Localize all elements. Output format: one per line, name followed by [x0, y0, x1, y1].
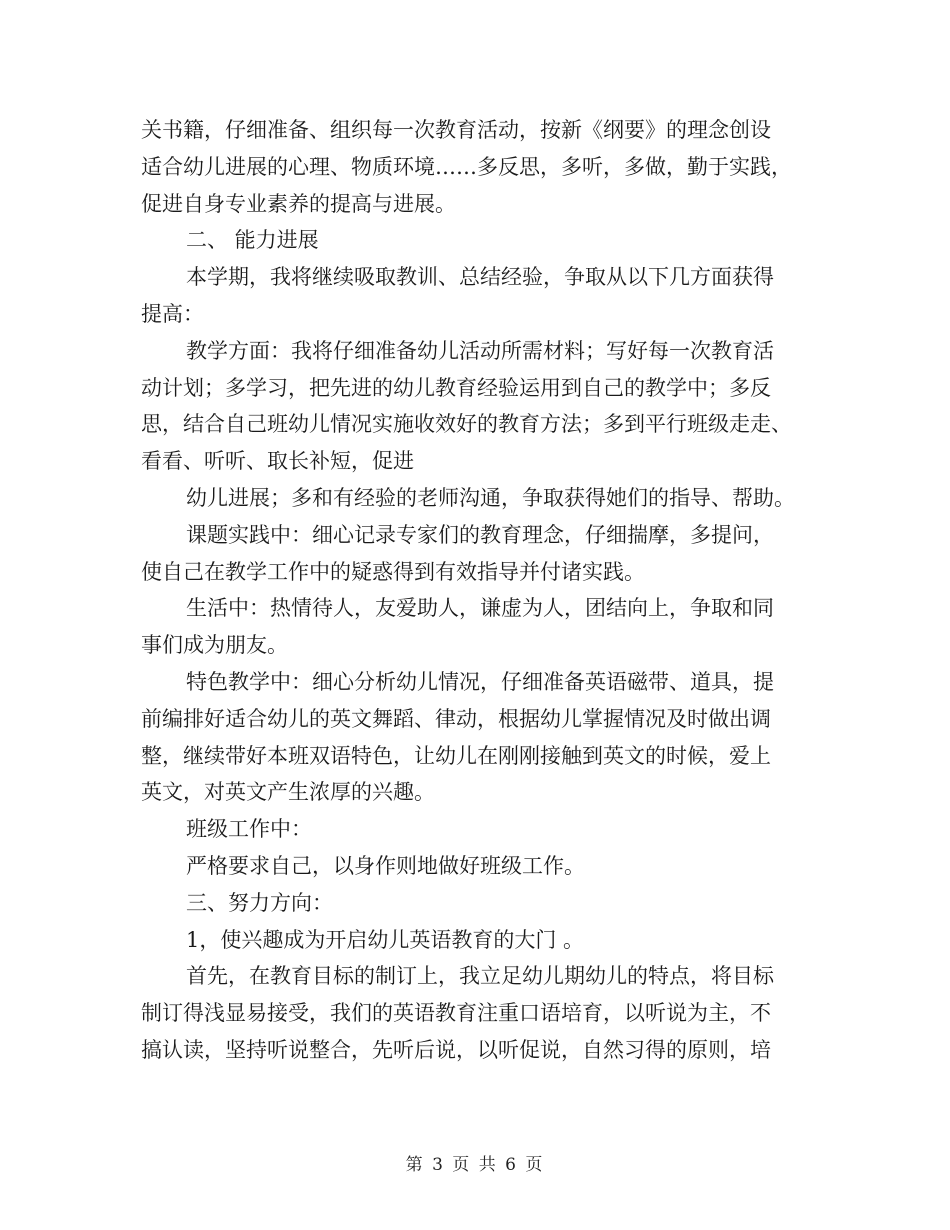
text-line: 三、努力方向： — [186, 890, 333, 915]
text-line: 生活中：热情待人，友爱助人，谦虚为人，团结向上，争取和同 — [186, 596, 774, 621]
text-line: 关书籍，仔细准备、组织每一次教育活动，按新《纲要》的理念创设 — [141, 118, 771, 142]
text-line: 首先，在教育目标的制订上，我立足幼儿期幼儿的特点，将目标 — [186, 964, 774, 989]
text-line: 制订得浅显易接受，我们的英语教育注重口语培育，以听说为主，不 — [141, 1001, 771, 1026]
text-line: 本学期，我将继续吸取教训、总结经验，争取从以下几方面获得 — [186, 265, 774, 290]
text-line: 搞认读，坚持听说整合，先听后说，以听促说，自然习得的原则，培 — [141, 1037, 771, 1062]
text-line: 看看、听听、取长补短，促进 — [141, 449, 414, 474]
text-line: 使自己在教学工作中的疑惑得到有效指导并付诸实践。 — [141, 559, 645, 584]
text-line: 英文，对英文产生浓厚的兴趣。 — [141, 780, 435, 805]
text-line: 事们成为朋友。 — [141, 633, 288, 658]
text-line: 教学方面：我将仔细准备幼儿活动所需材料；写好每一次教育活 — [186, 338, 774, 363]
text-line: 二、 能力进展 — [186, 228, 319, 253]
text-line: 课题实践中：细心记录专家们的教育理念，仔细揣摩，多提问， — [186, 522, 774, 547]
text-line: 班级工作中： — [186, 817, 312, 842]
text-line: 严格要求自己，以身作则地做好班级工作。 — [186, 853, 585, 878]
document-body — [141, 112, 801, 1069]
text-line: 提高： — [141, 301, 204, 326]
text-line: 整，继续带好本班双语特色，让幼儿在刚刚接触到英文的时候，爱上 — [141, 743, 771, 768]
text-line: 动计划；多学习，把先进的幼儿教育经验运用到自己的教学中；多反 — [141, 375, 771, 400]
text-line: 前编排好适合幼儿的英文舞蹈、律动，根据幼儿掌握情况及时做出调 — [141, 706, 771, 731]
page-number-footer: 第 3 页 共 6 页 — [405, 1155, 545, 1175]
text-line: 促进自身专业素养的提高与进展。 — [141, 191, 456, 216]
text-line: 特色教学中：细心分析幼儿情况，仔细准备英语磁带、道具，提 — [186, 669, 774, 694]
text-line: 思，结合自己班幼儿情况实施收效好的教育方法；多到平行班级走走、 — [141, 412, 792, 437]
text-line: 幼儿进展；多和有经验的老师沟通，争取获得她们的指导、帮助。 — [186, 485, 795, 510]
text-line: 1，使兴趣成为开启幼儿英语教育的大门 。 — [186, 927, 585, 952]
text-line: 适合幼儿进展的心理、物质环境……多反思，多听，多做，勤于实践， — [141, 154, 792, 179]
